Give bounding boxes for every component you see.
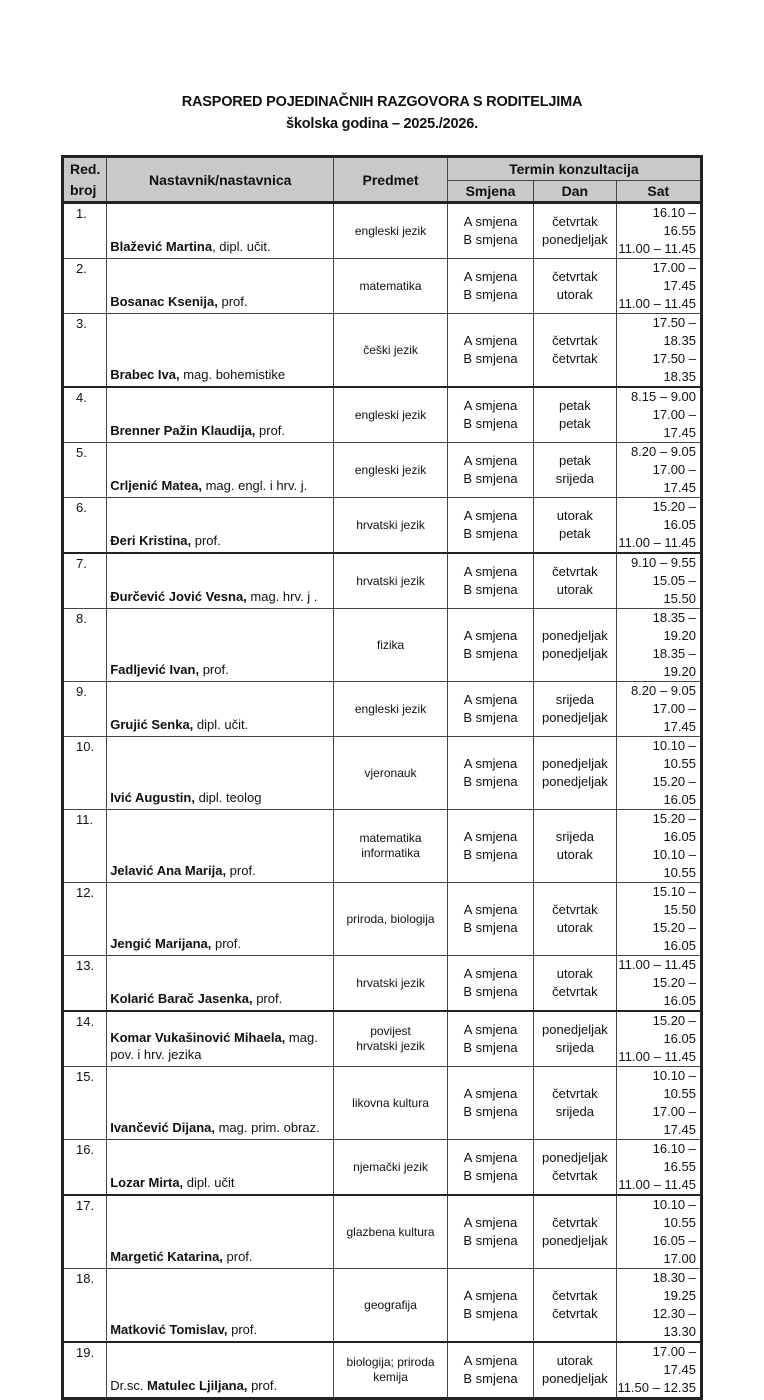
- teacher-title: mag. prim. obraz.: [214, 1120, 320, 1135]
- time-cell: [616, 1269, 701, 1343]
- shift-cell: [447, 259, 533, 314]
- day-b: četvrtak: [552, 351, 598, 366]
- subject-cell: engleski jezik: [334, 443, 448, 498]
- time-b: 12.30 – 13.30: [652, 1306, 696, 1339]
- shift-cell: [447, 609, 533, 682]
- row-number: 10.: [63, 737, 107, 810]
- teacher-title: prof.: [252, 991, 283, 1006]
- teacher-title: mag. engl. i hrv. j.: [201, 478, 308, 493]
- teacher-cell: [107, 1011, 334, 1067]
- day-cell: [534, 553, 616, 609]
- time-a: 8.20 – 9.05: [630, 683, 696, 698]
- shift-b: B smjena: [463, 1233, 518, 1248]
- subject-cell: hrvatski jezik: [334, 956, 448, 1012]
- subject-cell: hrvatski jezik: [334, 498, 448, 554]
- header-consultation-group: Termin konzultacija: [447, 157, 701, 181]
- time-b: 11.00 – 11.45: [618, 535, 696, 550]
- shift-b: B smjena: [463, 1040, 518, 1055]
- table-row: [63, 553, 702, 609]
- day-a: petak: [558, 398, 591, 413]
- time-b: 17.00 – 17.45: [652, 701, 696, 734]
- row-number: 11.: [63, 810, 107, 883]
- time-a: 11.00 – 11.45: [618, 957, 696, 972]
- time-a: 8.20 – 9.05: [630, 444, 696, 459]
- shift-cell: [447, 314, 533, 388]
- table-row: [63, 1269, 702, 1343]
- day-cell: [534, 883, 616, 956]
- shift-a: A smjena: [463, 966, 518, 981]
- shift-a: A smjena: [463, 564, 518, 579]
- shift-cell: [447, 682, 533, 737]
- day-a: četvrtak: [552, 269, 598, 284]
- teacher-cell: [107, 737, 334, 810]
- teacher-cell: [107, 259, 334, 314]
- shift-a: A smjena: [463, 1150, 518, 1165]
- time-a: 10.10 – 10.55: [652, 738, 696, 771]
- row-number: 16.: [63, 1140, 107, 1196]
- teacher-cell: [107, 682, 334, 737]
- time-cell: [616, 609, 701, 682]
- day-b: utorak: [556, 920, 593, 935]
- day-cell: [534, 259, 616, 314]
- time-b: 10.10 – 10.55: [652, 847, 696, 880]
- teacher-cell: [107, 203, 334, 259]
- time-a: 15.10 – 15.50: [652, 884, 696, 917]
- subject-cell: povijest hrvatski jezik: [334, 1011, 448, 1067]
- subject-cell: geografija: [334, 1269, 448, 1343]
- day-cell: [534, 1342, 616, 1399]
- day-cell: [534, 609, 616, 682]
- time-a: 15.20 – 16.05: [652, 1013, 696, 1046]
- time-b: 17.00 – 17.45: [652, 1104, 696, 1137]
- day-b: srijeda: [555, 471, 595, 486]
- teacher-name: Matković Tomislav,: [110, 1322, 228, 1337]
- shift-cell: [447, 737, 533, 810]
- teacher-cell: [107, 314, 334, 388]
- time-b: 17.00 – 17.45: [652, 407, 696, 440]
- time-b: 11.00 – 11.45: [618, 1177, 696, 1192]
- time-b: 11.00 – 11.45: [618, 296, 696, 311]
- teacher-cell: [107, 810, 334, 883]
- day-cell: [534, 737, 616, 810]
- subject-cell: hrvatski jezik: [334, 553, 448, 609]
- time-a: 18.35 – 19.20: [652, 610, 696, 643]
- day-cell: [534, 1195, 616, 1269]
- table-row: [63, 259, 702, 314]
- row-number: 18.: [63, 1269, 107, 1343]
- shift-b: B smjena: [463, 287, 518, 302]
- row-number: 14.: [63, 1011, 107, 1067]
- day-a: srijeda: [555, 692, 595, 707]
- shift-cell: [447, 553, 533, 609]
- time-b: 17.50 – 18.35: [652, 351, 696, 384]
- row-number: 8.: [63, 609, 107, 682]
- day-a: četvrtak: [552, 1215, 598, 1230]
- shift-cell: [447, 1140, 533, 1196]
- time-a: 15.20 – 16.05: [652, 499, 696, 532]
- header-time: Sat: [616, 181, 701, 203]
- time-b: 15.20 – 16.05: [652, 774, 696, 807]
- time-cell: [616, 1342, 701, 1399]
- header-subject: Predmet: [334, 157, 448, 203]
- day-a: utorak: [556, 966, 593, 981]
- table-row: [63, 956, 702, 1012]
- time-cell: [616, 498, 701, 554]
- teacher-cell: [107, 1342, 334, 1399]
- row-number: 15.: [63, 1067, 107, 1140]
- subject-cell: vjeronauk: [334, 737, 448, 810]
- shift-b: B smjena: [463, 232, 518, 247]
- day-cell: [534, 1011, 616, 1067]
- day-b: utorak: [556, 582, 593, 597]
- time-cell: [616, 443, 701, 498]
- time-b: 17.00 – 17.45: [652, 462, 696, 495]
- day-cell: [534, 498, 616, 554]
- shift-a: A smjena: [463, 1022, 518, 1037]
- shift-a: A smjena: [463, 902, 518, 917]
- teacher-name: Kolarić Barač Jasenka,: [110, 991, 253, 1006]
- shift-cell: [447, 498, 533, 554]
- shift-a: A smjena: [463, 756, 518, 771]
- subject-cell: fizika: [334, 609, 448, 682]
- shift-b: B smjena: [463, 416, 518, 431]
- shift-b: B smjena: [463, 526, 518, 541]
- time-a: 9.10 – 9.55: [630, 555, 696, 570]
- day-cell: [534, 1067, 616, 1140]
- shift-cell: [447, 387, 533, 443]
- day-b: srijeda: [555, 1104, 595, 1119]
- subject-cell: matematika: [334, 259, 448, 314]
- teacher-title: dipl. teolog: [194, 790, 262, 805]
- day-cell: [534, 443, 616, 498]
- consultation-schedule-table: [61, 155, 703, 1400]
- day-b: ponedjeljak: [541, 646, 608, 661]
- teacher-name: Fadljević Ivan,: [110, 662, 200, 677]
- table-row: [63, 609, 702, 682]
- teacher-cell: [107, 956, 334, 1012]
- shift-cell: [447, 883, 533, 956]
- table-row: [63, 443, 702, 498]
- table-row: [63, 810, 702, 883]
- subject-cell: glazbena kultura: [334, 1195, 448, 1269]
- time-a: 15.20 – 16.05: [652, 811, 696, 844]
- day-a: četvrtak: [552, 1288, 598, 1303]
- teacher-title: dipl. učit.: [193, 717, 249, 732]
- time-cell: [616, 1011, 701, 1067]
- row-number: 5.: [63, 443, 107, 498]
- teacher-cell: [107, 1067, 334, 1140]
- teacher-cell: [107, 553, 334, 609]
- subject-cell: engleski jezik: [334, 387, 448, 443]
- day-b: srijeda: [555, 1040, 595, 1055]
- day-a: utorak: [556, 1353, 593, 1368]
- subject-cell: biologija; priroda kemija: [334, 1342, 448, 1399]
- table-body: [63, 203, 702, 1399]
- time-cell: [616, 203, 701, 259]
- time-a: 10.10 – 10.55: [652, 1068, 696, 1101]
- shift-a: A smjena: [463, 829, 518, 844]
- row-number: 7.: [63, 553, 107, 609]
- day-cell: [534, 314, 616, 388]
- teacher-name: Brabec Iva,: [110, 367, 180, 382]
- teacher-name: Brenner Pažin Klaudija,: [110, 423, 256, 438]
- day-a: četvrtak: [552, 564, 598, 579]
- shift-a: A smjena: [463, 1086, 518, 1101]
- day-b: ponedjeljak: [541, 1371, 608, 1386]
- shift-b: B smjena: [463, 1104, 518, 1119]
- header-teacher: Nastavnik/nastavnica: [107, 157, 334, 203]
- day-a: četvrtak: [552, 333, 598, 348]
- teacher-title: prof.: [199, 662, 229, 677]
- shift-a: A smjena: [463, 508, 518, 523]
- row-number: 1.: [63, 203, 107, 259]
- teacher-title: dipl. učit: [183, 1175, 235, 1190]
- time-a: 17.50 – 18.35: [652, 315, 696, 348]
- row-number: 12.: [63, 883, 107, 956]
- shift-a: A smjena: [463, 692, 518, 707]
- row-number: 19.: [63, 1342, 107, 1399]
- day-a: petak: [558, 453, 591, 468]
- document-title: [0, 91, 764, 135]
- shift-cell: [447, 1195, 533, 1269]
- header-day: Dan: [534, 181, 616, 203]
- day-cell: [534, 1140, 616, 1196]
- day-b: petak: [558, 526, 591, 541]
- shift-a: A smjena: [463, 1215, 518, 1230]
- day-a: ponedjeljak: [541, 1022, 608, 1037]
- teacher-name: Đurčević Jović Vesna,: [110, 589, 247, 604]
- row-number: 13.: [63, 956, 107, 1012]
- teacher-cell: [107, 1140, 334, 1196]
- teacher-name: Blažević Martina: [110, 239, 213, 254]
- day-b: utorak: [556, 847, 593, 862]
- shift-a: A smjena: [463, 269, 518, 284]
- table-row: [63, 203, 702, 259]
- shift-cell: [447, 443, 533, 498]
- teacher-name: Crljenić Matea,: [110, 478, 202, 493]
- teacher-title: prof.: [217, 294, 248, 309]
- day-b: utorak: [556, 287, 593, 302]
- table-row: [63, 1342, 702, 1399]
- teacher-title: prof.: [247, 1378, 278, 1393]
- teacher-title: mag. bohemistike: [179, 367, 286, 382]
- day-b: četvrtak: [552, 984, 598, 999]
- day-a: utorak: [556, 508, 593, 523]
- row-number: 2.: [63, 259, 107, 314]
- day-b: ponedjeljak: [541, 710, 608, 725]
- day-cell: [534, 1269, 616, 1343]
- day-b: četvrtak: [552, 1168, 598, 1183]
- teacher-name: Grujić Senka,: [110, 717, 194, 732]
- time-a: 16.10 – 16.55: [652, 205, 696, 238]
- day-cell: [534, 810, 616, 883]
- row-number: 17.: [63, 1195, 107, 1269]
- teacher-cell: [107, 609, 334, 682]
- time-cell: [616, 883, 701, 956]
- teacher-name: Ivić Augustin,: [110, 790, 195, 805]
- teacher-name: Bosanac Ksenija,: [110, 294, 218, 309]
- day-cell: [534, 682, 616, 737]
- teacher-name: Matulec Ljiljana,: [147, 1378, 248, 1393]
- day-b: ponedjeljak: [541, 232, 608, 247]
- teacher-title: , dipl. učit.: [212, 239, 271, 254]
- time-b: 11.00 – 11.45: [618, 1049, 696, 1064]
- shift-cell: [447, 956, 533, 1012]
- row-number: 4.: [63, 387, 107, 443]
- time-a: 8.15 – 9.00: [630, 389, 696, 404]
- day-cell: [534, 203, 616, 259]
- shift-a: A smjena: [463, 1288, 518, 1303]
- time-cell: [616, 810, 701, 883]
- time-a: 17.00 – 17.45: [652, 260, 696, 293]
- shift-cell: [447, 1269, 533, 1343]
- teacher-cell: [107, 498, 334, 554]
- shift-a: A smjena: [463, 333, 518, 348]
- time-b: 15.20 – 16.05: [652, 920, 696, 953]
- day-a: četvrtak: [552, 214, 598, 229]
- table-row: [63, 883, 702, 956]
- time-cell: [616, 314, 701, 388]
- time-b: 15.05 – 15.50: [652, 573, 696, 606]
- teacher-name: Lozar Mirta,: [110, 1175, 184, 1190]
- teacher-title: prof.: [191, 533, 221, 548]
- header-shift: Smjena: [447, 181, 533, 203]
- shift-b: B smjena: [463, 1371, 518, 1386]
- time-cell: [616, 553, 701, 609]
- time-cell: [616, 1067, 701, 1140]
- shift-a: A smjena: [463, 628, 518, 643]
- shift-a: A smjena: [463, 453, 518, 468]
- table-row: [63, 314, 702, 388]
- time-b: 15.20 – 16.05: [652, 975, 696, 1008]
- time-cell: [616, 956, 701, 1012]
- shift-cell: [447, 1067, 533, 1140]
- teacher-name: Đeri Kristina,: [110, 533, 192, 548]
- shift-a: A smjena: [463, 214, 518, 229]
- day-b: ponedjeljak: [541, 1233, 608, 1248]
- subject-cell: njemački jezik: [334, 1140, 448, 1196]
- shift-a: A smjena: [463, 1353, 518, 1368]
- day-b: ponedjeljak: [541, 774, 608, 789]
- time-a: 17.00 – 17.45: [652, 1344, 696, 1377]
- shift-b: B smjena: [463, 582, 518, 597]
- day-a: srijeda: [555, 829, 595, 844]
- time-a: 10.10 – 10.55: [652, 1197, 696, 1230]
- shift-b: B smjena: [463, 774, 518, 789]
- table-header: [63, 157, 702, 203]
- table-row: [63, 1067, 702, 1140]
- teacher-title: prof.: [211, 936, 241, 951]
- subject-cell: engleski jezik: [334, 682, 448, 737]
- teacher-cell: [107, 1269, 334, 1343]
- row-number: 3.: [63, 314, 107, 388]
- shift-cell: [447, 810, 533, 883]
- time-cell: [616, 737, 701, 810]
- shift-b: B smjena: [463, 984, 518, 999]
- shift-cell: [447, 1342, 533, 1399]
- teacher-title: prof.: [255, 423, 286, 438]
- teacher-title: prof.: [226, 863, 256, 878]
- shift-b: B smjena: [463, 471, 518, 486]
- teacher-title: mag. pov. i hrv. jezika: [110, 1030, 318, 1062]
- shift-cell: [447, 1011, 533, 1067]
- shift-b: B smjena: [463, 351, 518, 366]
- title-line-1: RASPORED POJEDINAČNIH RAZGOVORA S RODITELJIMA: [181, 94, 583, 110]
- table-row: [63, 1140, 702, 1196]
- table-row: [63, 1011, 702, 1067]
- teacher-name: Ivančević Dijana,: [110, 1120, 215, 1135]
- day-cell: [534, 956, 616, 1012]
- day-a: četvrtak: [552, 902, 598, 917]
- subject-cell: likovna kultura: [334, 1067, 448, 1140]
- day-b: četvrtak: [552, 1306, 598, 1321]
- day-a: ponedjeljak: [541, 628, 608, 643]
- day-b: petak: [558, 416, 591, 431]
- row-number: 6.: [63, 498, 107, 554]
- table-row: [63, 682, 702, 737]
- teacher-name: Komar Vukašinović Mihaela,: [110, 1030, 286, 1045]
- teacher-name: Margetić Katarina,: [110, 1249, 223, 1264]
- time-cell: [616, 1140, 701, 1196]
- teacher-cell: [107, 443, 334, 498]
- time-b: 11.00 – 11.45: [618, 241, 696, 256]
- shift-cell: [447, 203, 533, 259]
- time-a: 16.10 – 16.55: [652, 1141, 696, 1174]
- teacher-cell: [107, 387, 334, 443]
- day-cell: [534, 387, 616, 443]
- day-a: četvrtak: [552, 1086, 598, 1101]
- teacher-name: Jengić Marijana,: [110, 936, 212, 951]
- time-cell: [616, 1195, 701, 1269]
- teacher-title: mag. hrv. j .: [246, 589, 318, 604]
- time-a: 18.30 – 19.25: [652, 1270, 696, 1303]
- table-row: [63, 387, 702, 443]
- table-row: [63, 1195, 702, 1269]
- title-line-2: školska godina – 2025./2026.: [286, 116, 478, 132]
- time-b: 11.50 – 12.35: [617, 1380, 696, 1395]
- shift-b: B smjena: [463, 920, 518, 935]
- subject-cell: matematika informatika: [334, 810, 448, 883]
- day-a: ponedjeljak: [541, 1150, 608, 1165]
- teacher-name: Jelavić Ana Marija,: [110, 863, 227, 878]
- shift-b: B smjena: [463, 1168, 518, 1183]
- time-b: 16.05 – 17.00: [652, 1233, 696, 1266]
- day-a: ponedjeljak: [541, 756, 608, 771]
- shift-b: B smjena: [463, 847, 518, 862]
- subject-cell: priroda, biologija: [334, 883, 448, 956]
- time-b: 18.35 – 19.20: [652, 646, 696, 679]
- table-row: [63, 737, 702, 810]
- time-cell: [616, 259, 701, 314]
- shift-b: B smjena: [463, 710, 518, 725]
- teacher-cell: [107, 1195, 334, 1269]
- table-row: [63, 498, 702, 554]
- header-row-number: Red. broj: [63, 157, 107, 203]
- teacher-title: prof.: [227, 1322, 258, 1337]
- row-number: 9.: [63, 682, 107, 737]
- shift-b: B smjena: [463, 1306, 518, 1321]
- teacher-title: prof.: [222, 1249, 253, 1264]
- shift-a: A smjena: [463, 398, 518, 413]
- time-cell: [616, 387, 701, 443]
- teacher-cell: [107, 883, 334, 956]
- subject-cell: češki jezik: [334, 314, 448, 388]
- time-cell: [616, 682, 701, 737]
- shift-b: B smjena: [463, 646, 518, 661]
- subject-cell: engleski jezik: [334, 203, 448, 259]
- teacher-prefix: Dr.sc.: [110, 1378, 148, 1393]
